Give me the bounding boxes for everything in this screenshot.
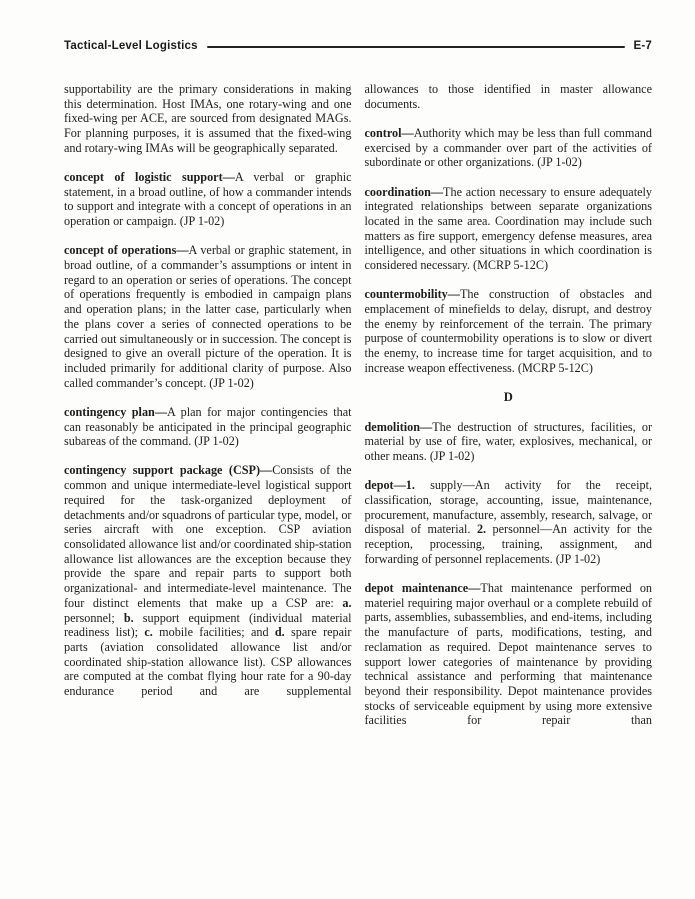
right-column <box>365 82 653 743</box>
glossary-paragraph <box>365 185 653 273</box>
glossary-term: coordination— <box>364 184 444 199</box>
glossary-term: contingency support package (CSP)— <box>64 463 273 478</box>
glossary-term: depot maintenance— <box>364 580 481 595</box>
glossary-text: A plan for major contingencies that can reasonably be anticipated in the principal geographic subareas of the command. (JP 1-02) <box>64 404 352 449</box>
glossary-text: A verbal or graphic statement, in broad outline, of a commander’s assumptions or intent in regard to an operation or series of operations. The concept of operations frequently is embodied in campaign plans and operation plans; in the latter case, particularly when the plans cover a series of connected operations to be carried out simultaneously or in succession. The concept is designed to give an overall picture of the operation. It is included primarily for additional clarity of purpose. Also called commander’s concept. (JP 1-02) <box>64 243 352 390</box>
glossary-text: Authority which may be less than full command exercised by a commander over part of the activities of subordinate or other organizations. (JP 1-02) <box>364 125 652 170</box>
glossary-paragraph <box>64 170 352 229</box>
glossary-paragraph <box>64 463 352 698</box>
glossary-term: concept of logistic support— <box>64 170 235 185</box>
glossary-text: The action necessary to ensure adequately integrated relationships between separate organizations located in the same area. Coordination may include such matters as fire support, emergency defense measures, area intelligence, and other situations in which coordination is considered necessary. (MCRP 5-12C) <box>364 184 652 273</box>
glossary-term: countermobility— <box>364 287 460 302</box>
glossary-text: Consists of the common and unique intermediate-level logistical support required for the task-organized deployment of detachments and/or squadrons of particular type, model, or series aircraft with one exception. CSP aviation consolidated allowance list and/or coordinated ship-station allowance list allowances are the exception because they provide the spare and repair parts to support both organizational- and intermediate-level maintenance. The four distinct elements that make up a CSP are: <box>64 463 352 610</box>
glossary-paragraph <box>365 478 653 566</box>
glossary-text: spare repair parts (aviation consolidated allowance list and/or coordinated ship-station allowance list). CSP allowances are computed at the combat flying hour rate for a 90-day endurance period and are supplemental <box>64 625 352 699</box>
glossary-text: A verbal or graphic statement, in a broad outline, of how a commander intends to support and integrate with a concept of operations in an operation or campaign. (JP 1-02) <box>64 170 352 229</box>
glossary-text: support equipment (individual material readiness list); <box>64 610 352 640</box>
glossary-paragraph <box>365 82 653 111</box>
left-column <box>64 82 352 743</box>
header-rule <box>207 46 625 48</box>
glossary-term: b. <box>123 610 134 625</box>
header-page-number: E-7 <box>633 40 652 52</box>
glossary-term: concept of operations— <box>64 243 189 258</box>
glossary-paragraph <box>365 287 653 375</box>
glossary-paragraph <box>365 126 653 170</box>
glossary-text: allowances to those identified in master allowance documents. <box>364 82 652 111</box>
glossary-text: The construction of obstacles and emplacement of minefields to delay, disrupt, and destroy the enemy by reinforcement of the terrain. The primary purpose of countermobility operations is to slow or divert the enemy, to increase time for target acquisition, and to increase weapon effectiveness. (MCRP 5-12C) <box>364 287 652 375</box>
glossary-term: contingency plan— <box>64 404 168 419</box>
glossary-term: a. <box>342 595 352 610</box>
glossary-paragraph <box>365 420 653 464</box>
glossary-text: supportability are the primary considerations in making this determination. Host IMAs, one rotary-wing and one fixed-wing per ACE, are sourced from designated MAGs. For planning purposes, it is assumed that the fixed-wing and rotary-wing IMAs will be geographically separated. <box>64 82 352 155</box>
glossary-text: personnel; <box>64 610 124 625</box>
content-columns <box>64 82 652 743</box>
glossary-text: The destruction of structures, facilities, or material by use of fire, water, explosives, mechanical, or other means. (JP 1-02) <box>364 419 652 464</box>
glossary-term: d. <box>274 625 285 640</box>
glossary-text: supply—An activity for the receipt, classification, storage, accounting, issue, maintenance, procurement, manufacture, assembly, research, salvage, or disposal of material. <box>364 478 652 537</box>
header-title: Tactical-Level Logistics <box>64 40 198 52</box>
glossary-paragraph <box>365 581 653 728</box>
glossary-text: That maintenance performed on materiel requiring major overhaul or a complete rebuild of parts, assemblies, subassemblies, and end-items, including the manufacture of parts, modifications, testing, and reclamation as required. Depot maintenance serves to support lower categories of maintenance by providing technical assistance and performing that maintenance beyond their responsibility. Depot maintenance provides stocks of serviceable equipment by using more extensive facilities for repair than <box>364 580 653 728</box>
section-heading: D <box>503 389 513 404</box>
glossary-term: c. <box>144 625 153 640</box>
glossary-term: depot—1. <box>364 478 415 493</box>
glossary-paragraph <box>64 82 352 156</box>
glossary-text: mobile facilities; and <box>152 625 275 640</box>
glossary-term: control— <box>364 125 414 140</box>
glossary-paragraph <box>64 243 352 390</box>
glossary-paragraph <box>64 405 352 449</box>
glossary-term: demolition— <box>364 419 433 434</box>
glossary-term: 2. <box>476 522 487 537</box>
glossary-text: personnel—An activity for the reception, processing, training, assignment, and forwarding of personnel replacements. (JP 1-02) <box>364 522 652 566</box>
page-header <box>64 40 652 52</box>
